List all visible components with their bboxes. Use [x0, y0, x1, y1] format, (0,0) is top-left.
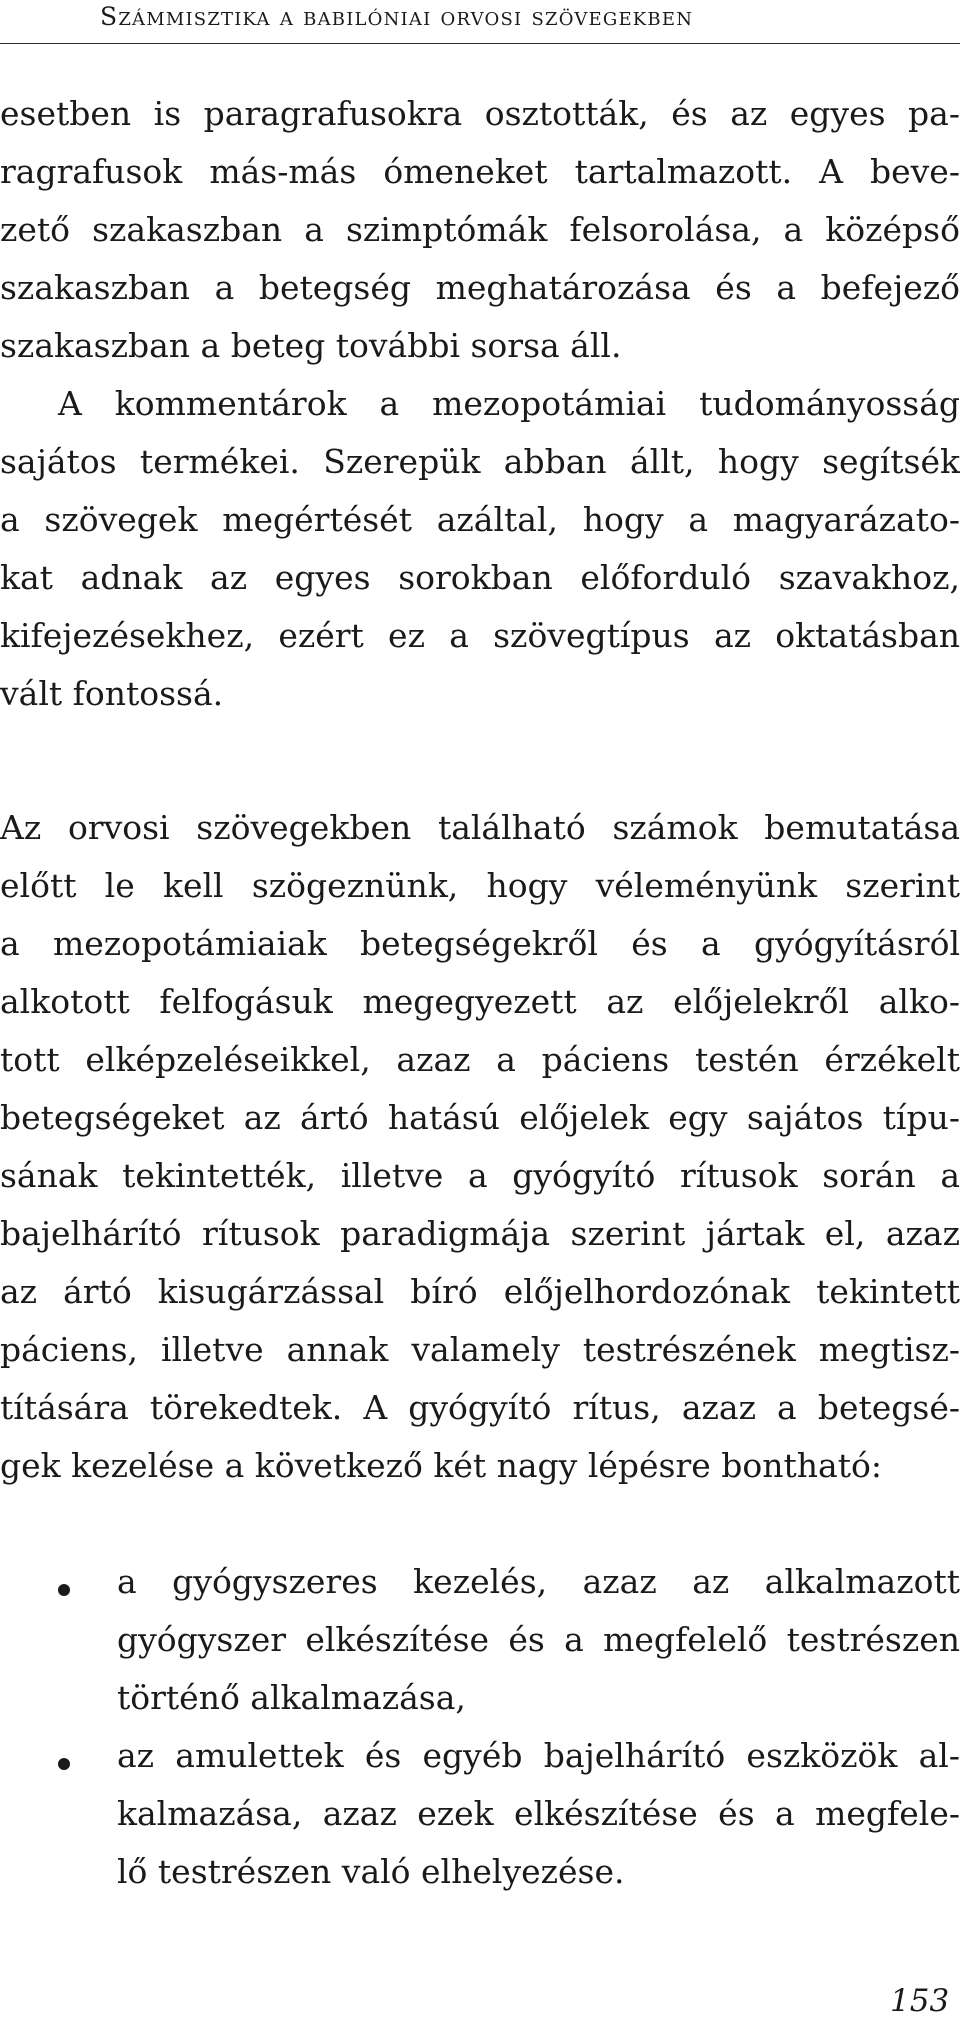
text-line: Az orvosi szövegekben található számok bemutatása	[0, 808, 960, 847]
text-line: sajátos termékei. Szerepük abban állt, hogy segítsék	[0, 442, 960, 481]
text-line: előtt le kell szögeznünk, hogy véleményünk szerint	[0, 866, 960, 905]
text-line: bajelhárító rítusok paradigmája szerint jártak el, azaz	[0, 1214, 960, 1253]
text-line: szakaszban a beteg további sorsa áll.	[0, 326, 622, 365]
text-line: a gyógyszeres kezelés, azaz az alkalmazott	[117, 1562, 960, 1601]
text-line: kifejezésekhez, ezért ez a szövegtípus az oktatásban	[0, 616, 960, 655]
running-head-title: Számmisztika a babilóniai orvosi szövegekben	[100, 2, 694, 31]
text-line: vált fontossá.	[0, 674, 224, 713]
text-line: títására törekedtek. A gyógyító rítus, azaz a betegsé-	[0, 1388, 960, 1427]
page-number: 153	[890, 1983, 950, 2019]
text-line: az amulettek és egyéb bajelhárító eszközök al-	[117, 1736, 960, 1775]
text-line: az ártó kisugárzással bíró előjelhordozónak tekintett	[0, 1272, 960, 1311]
text-line: a mezopotámiaiak betegségekről és a gyógyításról	[0, 924, 960, 963]
text-line: alkotott felfogásuk megegyezett az előjelekről alko-	[0, 982, 960, 1021]
text-line: betegségeket az ártó hatású előjelek egy sajátos típu-	[0, 1098, 960, 1137]
text-line: szakaszban a betegség meghatározása és a befejező	[0, 268, 960, 307]
text-line: zető szakaszban a szimptómák felsorolása, a középső	[0, 210, 960, 249]
text-line: sának tekintették, illetve a gyógyító rítusok során a	[0, 1156, 960, 1195]
text-line: gek kezelése a következő két nagy lépésre bontható:	[0, 1446, 882, 1485]
text-line: A kommentárok a mezopotámiai tudományosság	[58, 384, 960, 423]
text-line: történő alkalmazása,	[117, 1678, 466, 1717]
text-line: kalmazása, azaz ezek elkészítése és a megfele-	[117, 1794, 960, 1833]
text-line: a szövegek megértését azáltal, hogy a magyarázato-	[0, 500, 960, 539]
text-line: gyógyszer elkészítése és a megfelelő testrészen	[117, 1620, 960, 1659]
text-line: tott elképzeléseikkel, azaz a páciens testén érzékelt	[0, 1040, 960, 1079]
text-line: lő testrészen való elhelyezése.	[117, 1852, 625, 1891]
text-line: ragrafusok más-más ómeneket tartalmazott. A beve-	[0, 152, 960, 191]
text-line: kat adnak az egyes sorokban előforduló szavakhoz,	[0, 558, 960, 597]
running-head	[0, 0, 960, 44]
text-line: páciens, illetve annak valamely testrészének megtisz-	[0, 1330, 960, 1369]
text-line: esetben is paragrafusokra osztották, és az egyes pa-	[0, 94, 960, 133]
